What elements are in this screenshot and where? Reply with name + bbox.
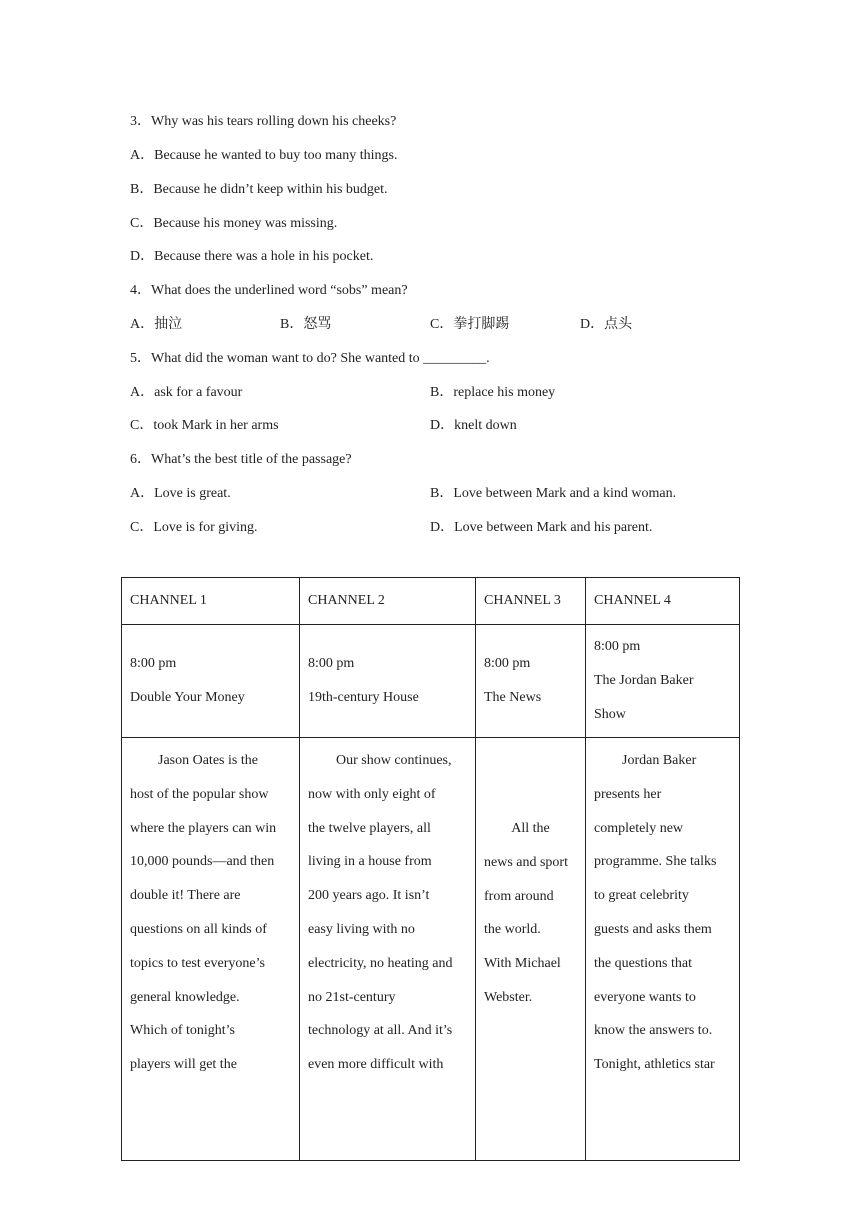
question-4-option-a: A．抽泣: [130, 317, 183, 332]
description-line: now with only eight of: [308, 786, 436, 802]
description-line: Tonight, athletics star: [594, 1057, 715, 1073]
question-4-options: [130, 313, 770, 337]
description-line: 10,000 pounds—and then: [130, 854, 275, 870]
description-line: With Michael: [484, 956, 561, 972]
channel-2-time: 8:00 pm: [308, 656, 355, 672]
channel-2-slot: [300, 625, 476, 738]
channel-2-description: [300, 738, 476, 1161]
description-line: completely new: [594, 820, 684, 836]
description-line: news and sport: [484, 854, 568, 870]
description-line: All the: [511, 821, 550, 836]
description-line: easy living with no: [308, 921, 415, 937]
description-line: Webster.: [484, 989, 533, 1005]
description-line: double it! There are: [130, 888, 241, 904]
channel-1-slot: [122, 625, 300, 738]
channel-4-time: 8:00 pm: [594, 639, 641, 655]
description-line: electricity, no heating and: [308, 955, 453, 971]
question-4-option-d: D．点头: [580, 317, 633, 332]
question-5-options-row-1: [130, 381, 770, 405]
question-5-options-row-2: [130, 414, 770, 438]
question-3-stem: 3．Why was his tears rolling down his cheeks?: [130, 114, 397, 129]
channel-3-header: CHANNEL 3: [476, 578, 586, 625]
channel-4-show-line-2: Show: [594, 706, 626, 722]
channel-3-show: The News: [484, 690, 542, 705]
question-6-option-c: C．Love is for giving.: [130, 520, 258, 535]
description-line: the questions that: [594, 955, 692, 971]
description-line: guests and asks them: [594, 921, 712, 937]
question-6-options-row-2: [130, 516, 770, 540]
description-line: presents her: [594, 786, 662, 802]
channel-3-slot: [476, 625, 586, 738]
question-3-option-a: A．Because he wanted to buy too many things.: [130, 148, 398, 163]
channel-1-time: 8:00 pm: [130, 656, 177, 672]
description-line: players will get the: [130, 1057, 237, 1073]
question-5-option-b: B．replace his money: [430, 385, 556, 400]
question-3-option-b: B．Because he didn’t keep within his budget.: [130, 182, 388, 197]
channel-3-time: 8:00 pm: [484, 656, 531, 672]
question-5-option-a: A．ask for a favour: [130, 385, 243, 400]
description-line: questions on all kinds of: [130, 921, 267, 937]
channel-4-show-line-1: The Jordan Baker: [594, 673, 694, 689]
description-line: host of the popular show: [130, 786, 269, 802]
description-line: everyone wants to: [594, 989, 696, 1005]
description-line: Jordan Baker: [622, 753, 697, 768]
question-6-option-b: B．Love between Mark and a kind woman.: [430, 486, 677, 501]
description-line: from around: [484, 888, 554, 904]
description-line: the twelve players, all: [308, 820, 431, 836]
description-line: where the players can win: [130, 820, 277, 836]
description-line: technology at all. And it’s: [308, 1023, 453, 1039]
question-6-option-a: A．Love is great.: [130, 486, 231, 501]
question-5-stem: 5．What did the woman want to do? She wanted to _________.: [130, 351, 490, 366]
channel-1-header: CHANNEL 1: [122, 578, 300, 625]
channel-3-description: [476, 738, 586, 1161]
question-6-stem: 6．What’s the best title of the passage?: [130, 452, 352, 467]
channel-2-header: CHANNEL 2: [300, 578, 476, 625]
table-time-row: [122, 625, 740, 738]
question-5-option-c: C．took Mark in her arms: [130, 418, 279, 433]
question-6-options-row-1: [130, 482, 770, 506]
channel-2-show: 19th-century House: [308, 690, 419, 705]
channel-1-show: Double Your Money: [130, 690, 245, 705]
table-description-row: [122, 738, 740, 1161]
description-line: even more difficult with: [308, 1057, 444, 1073]
channel-4-slot: [586, 625, 740, 738]
tv-schedule-table: [121, 577, 740, 1161]
description-line: topics to test everyone’s: [130, 955, 265, 971]
question-5-option-d: D．knelt down: [430, 418, 517, 433]
description-line: 200 years ago. It isn’t: [308, 888, 430, 904]
description-line: Jason Oates is the: [158, 753, 258, 768]
question-3-option-d: D．Because there was a hole in his pocket.: [130, 249, 374, 264]
question-6-option-d: D．Love between Mark and his parent.: [430, 520, 653, 535]
description-line: programme. She talks: [594, 854, 717, 870]
description-line: no 21st-century: [308, 989, 396, 1005]
description-line: Our show continues,: [336, 753, 452, 768]
channel-1-description: [122, 738, 300, 1161]
description-line: Which of tonight’s: [130, 1023, 235, 1039]
channel-4-header: CHANNEL 4: [586, 578, 740, 625]
question-3-option-c: C．Because his money was missing.: [130, 216, 338, 231]
description-line: to great celebrity: [594, 888, 689, 904]
description-line: the world.: [484, 922, 541, 938]
question-4-option-c: C．拳打脚踢: [430, 317, 510, 332]
table-header-row: [122, 578, 740, 625]
description-line: know the answers to.: [594, 1023, 713, 1039]
channel-4-description: [586, 738, 740, 1161]
description-line: living in a house from: [308, 854, 432, 870]
question-4-option-b: B．怒骂: [280, 317, 332, 332]
description-line: general knowledge.: [130, 989, 240, 1005]
question-4-stem: 4．What does the underlined word “sobs” mean?: [130, 283, 408, 298]
